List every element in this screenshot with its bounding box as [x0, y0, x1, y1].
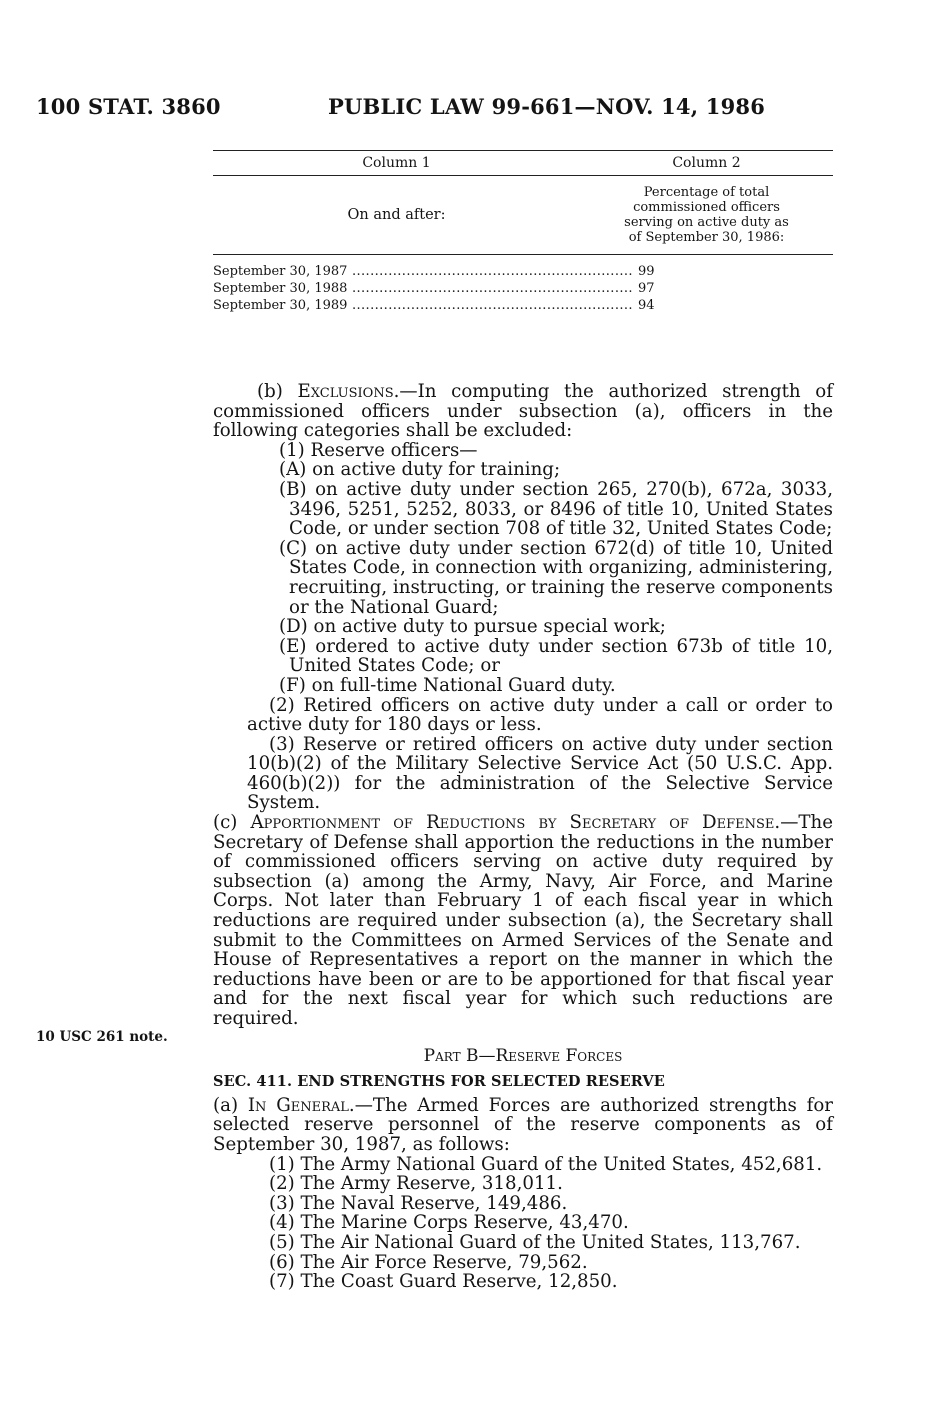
end-strength-item: (7) The Coast Guard Reserve, 12,850.	[269, 1271, 618, 1293]
subsection-a	[213, 1096, 833, 1155]
subparagraph-1b: (B) on active duty under section 265, 270(b), 672a, 3033, 3496, 5251, 5252, 8033, or 8496 of title 10, United States Code, or under section 708 of title 32, United States Code;	[279, 478, 833, 540]
paragraph-3: (3) Reserve or retired officers on active duty under section 10(b)(2) of the Military Selective Service Act (50 U.S.C. App. 460(b)(2)) for the administration of the Selective Service System.	[247, 733, 833, 814]
subsection-c-text: —The Secretary of Defense shall apportion the reductions in the number of commissioned officers serving on active duty required by subsection (a) among the Army, Navy, Air Force, and Marine Corps. Not later than February 1 of each fiscal year in which reductions are required under subsection (a), the Secretary shall submit to the Committees on Armed Services of the Senate and House of Representatives a report on the manner in which the reductions have been or are to be apportioned for that fiscal year and for the next fiscal year for which such reductions are required.	[213, 812, 833, 1029]
column-1-label: Column 1	[362, 155, 431, 171]
column-2-subhead-line: of September 30, 1986:	[628, 230, 785, 245]
subsection-c	[213, 813, 833, 1029]
table-subheadings	[213, 176, 833, 254]
subsection-b-label: (b)	[257, 381, 298, 402]
end-strength-item: (1) The Army National Guard of the United States, 452,681.	[269, 1153, 823, 1175]
row-date: September 30, 1987 .....	[213, 264, 633, 279]
paragraph-2: (2) Retired officers on active duty under a call or order to active duty for 180 days or less.	[247, 694, 833, 736]
subsection-a-text: —The Armed Forces are authorized strengths for selected reserve personnel of the reserve components as of September 30, 1987, as follows:	[213, 1094, 833, 1155]
column-2-subhead-line: serving on active duty as	[624, 215, 789, 230]
margin-citation-note: 10 USC 261 note.	[36, 1029, 168, 1045]
page-running-title: PUBLIC LAW 99-661—NOV. 14, 1986	[328, 94, 766, 119]
row-date: September 30, 1989 .....	[213, 298, 633, 313]
row-date: September 30, 1988 .....	[213, 281, 633, 296]
table-row	[213, 297, 833, 314]
paragraph-1: (1) Reserve officers—	[279, 439, 478, 461]
row-percent: 97	[638, 281, 655, 296]
column-2-subhead	[580, 185, 833, 245]
row-percent: 94	[638, 298, 655, 313]
statute-body	[213, 382, 833, 1292]
end-strength-item: (6) The Air Force Reserve, 79,562.	[269, 1251, 588, 1273]
subparagraph-1e: (E) ordered to active duty under section 673b of title 10, United States Code; or	[279, 635, 833, 677]
part-heading: Part B—Reserve Forces	[423, 1045, 623, 1066]
table-row	[213, 263, 833, 280]
end-strength-item: (4) The Marine Corps Reserve, 43,470.	[269, 1212, 629, 1234]
column-2-subhead-line: Percentage of total	[643, 185, 770, 200]
percentage-table	[213, 150, 833, 314]
subsection-c-heading: Apportionment of Reductions by Secretary of Defense.	[250, 812, 781, 834]
table-row	[213, 280, 833, 297]
row-percent: 99	[638, 264, 655, 279]
subparagraph-1a: (A) on active duty for training;	[279, 459, 561, 481]
end-strength-item: (3) The Naval Reserve, 149,486.	[269, 1192, 568, 1214]
subsection-a-label: (a)	[213, 1094, 248, 1116]
section-heading: SEC. 411. END STRENGTHS FOR SELECTED RESERVE	[213, 1073, 665, 1091]
subparagraph-1d: (D) on active duty to pursue special work;	[279, 616, 666, 638]
subsection-a-heading: In General.	[247, 1094, 355, 1116]
subsection-c-label: (c)	[213, 812, 251, 834]
table-column-labels	[213, 151, 833, 175]
subsection-b-text: —In computing the authorized strength of commissioned officers under subsection (a), officers in the following categories shall be excluded:	[213, 381, 833, 442]
subsection-b-heading: Exclusions.	[297, 381, 400, 402]
subparagraph-1c: (C) on active duty under section 672(d) of title 10, United States Code, in connection with organizing, administering, recruiting, instructing, or training the reserve components or the National Guard;	[279, 537, 833, 618]
table-rows	[213, 255, 833, 314]
end-strength-item: (2) The Army Reserve, 318,011.	[269, 1173, 563, 1195]
column-1-subhead: On and after:	[347, 207, 446, 223]
column-2-label: Column 2	[672, 155, 741, 171]
page-stat-number: 100 STAT. 3860	[36, 94, 221, 119]
subsection-b	[213, 382, 833, 441]
end-strength-item: (5) The Air National Guard of the United States, 113,767.	[269, 1231, 801, 1253]
subparagraph-1f: (F) on full-time National Guard duty.	[279, 674, 616, 696]
column-2-subhead-line: commissioned officers	[633, 200, 780, 215]
